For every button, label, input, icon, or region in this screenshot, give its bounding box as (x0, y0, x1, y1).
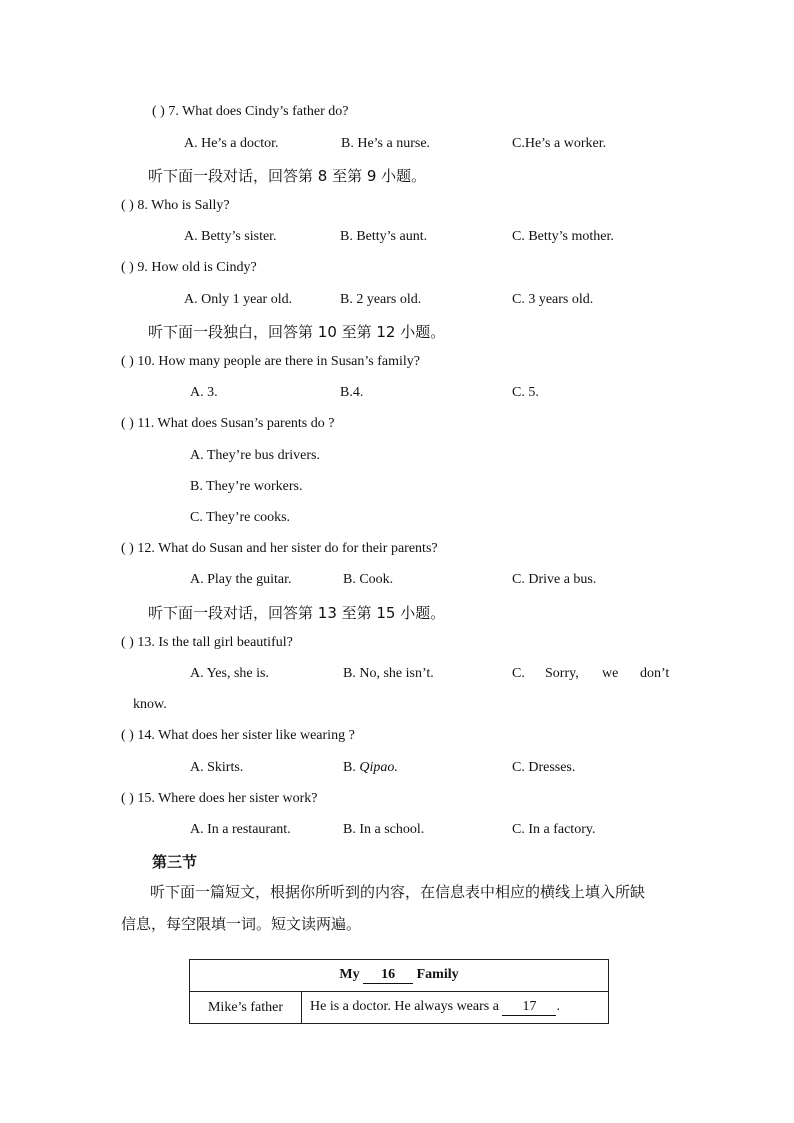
answer-paren[interactable]: ( ) (121, 791, 134, 806)
option-b: B.4. (340, 385, 364, 400)
section-heading: 第三节 (152, 853, 198, 871)
option-b: B. Betty’s aunt. (340, 229, 428, 244)
row-end: . (556, 999, 560, 1014)
question-text: 12. What do Susan and her sister do for their parents? (137, 541, 438, 556)
table-title (190, 960, 609, 992)
question-15 (121, 791, 317, 807)
option-b: B. They’re workers. (190, 479, 303, 494)
option-b (343, 760, 398, 776)
question-8 (121, 198, 230, 214)
title-suffix: Family (416, 967, 459, 982)
section-instruction-line2: 信息，每空限填一词。短文读两遍。 (121, 915, 362, 933)
option-a: A. Skirts. (190, 760, 244, 775)
option-a: A. Play the guitar. (190, 572, 292, 587)
option-a: A. In a restaurant. (190, 822, 291, 837)
instruction-10-12: 听下面一段独白，回答第 10 至第 12 小题。 (148, 323, 446, 341)
option-b: B. No, she isn’t. (343, 666, 434, 681)
blank-17[interactable]: 17 (502, 999, 556, 1016)
option-a: A. Betty’s sister. (184, 229, 277, 244)
question-11 (121, 416, 334, 432)
section-instruction-line1: 听下面一篇短文，根据你所听到的内容，在信息表中相应的横线上填入所缺 (150, 883, 646, 901)
table-header-row (190, 960, 609, 992)
option-c-label: C. (512, 666, 525, 681)
question-text: 14. What does her sister like wearing ? (137, 728, 355, 743)
option-b: B. 2 years old. (340, 292, 422, 307)
row-label: Mike’s father (190, 992, 302, 1024)
option-c: C. 5. (512, 385, 539, 400)
question-9 (121, 260, 257, 276)
option-b-label: B. (343, 760, 356, 775)
answer-paren[interactable]: ( ) (121, 260, 134, 275)
question-text: 13. Is the tall girl beautiful? (137, 635, 293, 650)
option-b-italic: Qipao. (359, 760, 398, 775)
instruction-13-15: 听下面一段对话，回答第 13 至第 15 小题。 (148, 604, 446, 622)
question-text: 7. What does Cindy’s father do? (168, 104, 349, 119)
row-text: He is a doctor. He always wears a (310, 999, 499, 1014)
answer-paren[interactable]: ( ) (121, 541, 134, 556)
option-c: C. They’re cooks. (190, 510, 291, 525)
question-14 (121, 728, 355, 744)
option-b: B. Cook. (343, 572, 394, 587)
question-text: 11. What does Susan’s parents do ? (137, 416, 335, 431)
row-content (302, 992, 609, 1024)
answer-paren[interactable]: ( ) (121, 728, 134, 743)
question-10 (121, 354, 420, 370)
question-12 (121, 541, 438, 557)
option-c-word: we (602, 666, 619, 681)
question-7 (152, 104, 348, 120)
question-13 (121, 635, 293, 651)
answer-paren[interactable]: ( ) (121, 635, 134, 650)
answer-paren[interactable]: ( ) (121, 354, 134, 369)
option-c: C. Dresses. (512, 760, 576, 775)
option-a: A. They’re bus drivers. (190, 448, 320, 463)
option-c: C. In a factory. (512, 822, 596, 837)
option-c-wrap: know. (133, 697, 167, 712)
table-row (190, 992, 609, 1024)
instruction-8-9: 听下面一段对话，回答第 8 至第 9 小题。 (148, 167, 427, 185)
option-c: C.He’s a worker. (512, 136, 607, 151)
option-b: B. In a school. (343, 822, 425, 837)
option-b: B. He’s a nurse. (341, 136, 431, 151)
blank-16[interactable]: 16 (363, 967, 413, 984)
answer-paren[interactable]: ( ) (152, 104, 165, 119)
option-c: C. Betty’s mother. (512, 229, 614, 244)
answer-paren[interactable]: ( ) (121, 416, 134, 431)
option-c-word: Sorry, (545, 666, 579, 681)
option-a: A. 3. (190, 385, 218, 400)
option-a: A. Only 1 year old. (184, 292, 293, 307)
question-text: 15. Where does her sister work? (137, 791, 318, 806)
option-a: A. Yes, she is. (190, 666, 269, 681)
option-c: C. 3 years old. (512, 292, 594, 307)
question-text: 8. Who is Sally? (137, 198, 230, 213)
option-c: C. Drive a bus. (512, 572, 597, 587)
question-text: 9. How old is Cindy? (137, 260, 257, 275)
option-c-word: don’t (640, 666, 670, 681)
info-table (189, 959, 609, 1024)
option-a: A. He’s a doctor. (184, 136, 279, 151)
question-text: 10. How many people are there in Susan’s family? (137, 354, 420, 369)
answer-paren[interactable]: ( ) (121, 198, 134, 213)
title-prefix: My (339, 967, 360, 982)
